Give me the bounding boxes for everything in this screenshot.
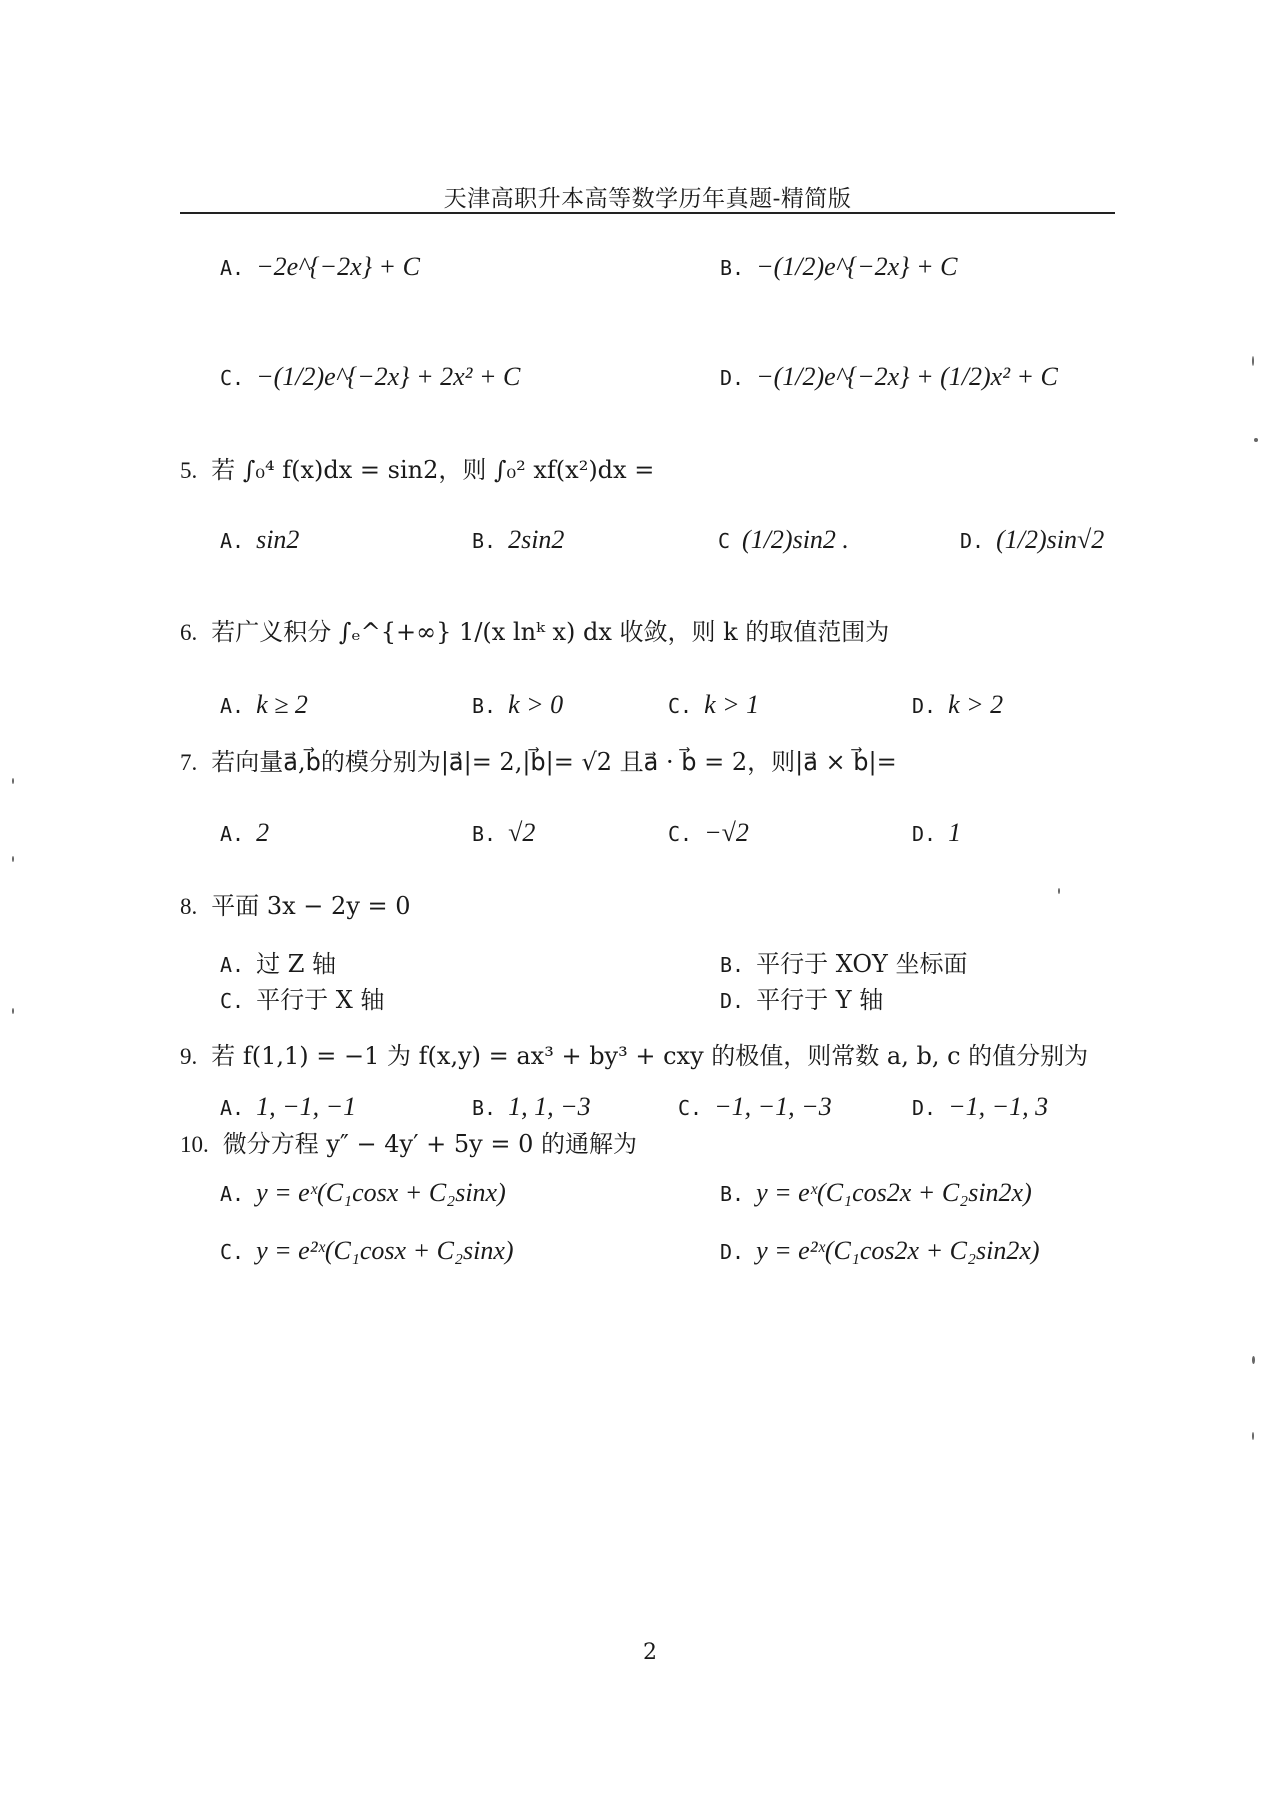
option-label: C.	[220, 366, 245, 390]
option-label: C.	[668, 694, 693, 718]
scan-speck	[1252, 1356, 1255, 1364]
question-9-stem	[180, 1036, 1088, 1071]
option-text: 2	[256, 818, 270, 847]
q7-option-c	[668, 818, 749, 848]
q5-option-b	[472, 525, 564, 555]
question-8-stem	[180, 886, 411, 921]
option-text: 平行于 XOY 坐标面	[756, 950, 968, 978]
q10-option-d	[720, 1236, 1040, 1266]
question-number: 9.	[180, 1044, 198, 1069]
option-text: 过 Z 轴	[256, 950, 337, 978]
header-rule	[180, 212, 1115, 214]
option-label: D.	[912, 822, 937, 846]
page-number: 2	[643, 1640, 657, 1665]
option-text: 1, −1, −1	[256, 1092, 357, 1121]
q7-option-a	[220, 818, 269, 848]
option-label: A.	[220, 694, 245, 718]
q5-option-d	[960, 525, 1104, 555]
option-label: A.	[220, 822, 245, 846]
prev-option-b	[720, 252, 957, 282]
option-label: B.	[720, 1182, 745, 1206]
q7-option-b	[472, 818, 535, 848]
q10-option-b	[720, 1178, 1032, 1208]
option-text: 平行于 X 轴	[256, 986, 385, 1014]
option-label: A.	[220, 953, 245, 977]
option-text: 1	[948, 818, 962, 847]
question-number: 7.	[180, 750, 198, 775]
option-text: y = e²ˣ(C₁cosx + C₂sinx)	[256, 1236, 514, 1265]
q8-option-c	[220, 980, 384, 1015]
prev-option-d	[720, 362, 1058, 392]
option-text: y = e²ˣ(C₁cos2x + C₂sin2x)	[756, 1236, 1040, 1265]
option-text: k > 2	[948, 690, 1004, 719]
question-number: 6.	[180, 620, 198, 645]
question-text: 若向量a⃗,b⃗的模分别为|a⃗|= 2,|b⃗|= √2 且a⃗ · b⃗ = 2，则|a⃗ × b⃗|=	[211, 748, 897, 776]
question-number: 10.	[180, 1132, 209, 1157]
scan-speck	[1252, 356, 1254, 366]
scan-speck	[12, 856, 14, 862]
option-text: 平行于 Y 轴	[756, 986, 884, 1014]
option-text: −(1/2)e^{−2x} + (1/2)x² + C	[756, 362, 1058, 391]
scan-speck	[1254, 438, 1258, 442]
option-label: D.	[720, 366, 745, 390]
option-text: k > 0	[508, 690, 564, 719]
q6-option-d	[912, 690, 1003, 720]
option-text: −1, −1, 3	[948, 1092, 1049, 1121]
option-text: −2e^{−2x} + C	[256, 252, 420, 281]
option-text: (1/2)sin2 .	[742, 525, 849, 554]
option-label: C.	[220, 1240, 245, 1264]
q6-option-b	[472, 690, 563, 720]
question-text: 微分方程 y″ − 4y′ + 5y = 0 的通解为	[222, 1130, 638, 1158]
question-5-stem	[180, 450, 654, 485]
option-label: B.	[472, 1096, 497, 1120]
scan-speck	[1252, 1432, 1254, 1440]
q9-option-c	[678, 1092, 832, 1122]
q6-option-a	[220, 690, 308, 720]
option-text: −1, −1, −3	[714, 1092, 832, 1121]
option-label: B.	[472, 529, 497, 553]
option-text: k ≥ 2	[256, 690, 308, 719]
q9-option-a	[220, 1092, 356, 1122]
question-number: 8.	[180, 894, 198, 919]
question-6-stem	[180, 612, 889, 647]
scan-speck	[12, 778, 14, 784]
question-text: 若 f(1,1) = −1 为 f(x,y) = ax³ + by³ + cxy 的极值，则常数 a, b, c 的值分别为	[211, 1042, 1089, 1070]
q5-option-c	[718, 525, 849, 555]
q7-option-d	[912, 818, 961, 848]
scan-speck	[12, 1008, 14, 1014]
q10-option-c	[220, 1236, 514, 1266]
prev-option-c	[220, 362, 520, 392]
option-text: sin2	[256, 525, 300, 554]
option-label: D.	[960, 529, 985, 553]
question-10-stem	[180, 1124, 637, 1159]
question-text: 若 ∫₀⁴ f(x)dx = sin2，则 ∫₀² xf(x²)dx =	[211, 456, 655, 484]
option-label: A.	[220, 256, 245, 280]
option-label: D.	[912, 694, 937, 718]
option-text: (1/2)sin√2	[996, 525, 1105, 554]
q8-option-b	[720, 944, 968, 979]
q5-option-a	[220, 525, 299, 555]
question-text: 平面 3x − 2y = 0	[211, 892, 411, 920]
page-header-title: 天津高职升本高等数学历年真题-精简版	[443, 186, 852, 212]
q9-option-d	[912, 1092, 1048, 1122]
prev-option-a	[220, 252, 420, 282]
q9-option-b	[472, 1092, 591, 1122]
option-label: B.	[472, 694, 497, 718]
option-label: D.	[720, 1240, 745, 1264]
option-text: y = eˣ(C₁cos2x + C₂sin2x)	[756, 1178, 1032, 1207]
option-label: B.	[720, 256, 745, 280]
q8-option-d	[720, 980, 883, 1015]
question-text: 若广义积分 ∫ₑ^{+∞} 1/(x lnᵏ x) dx 收敛，则 k 的取值范围为	[211, 618, 890, 646]
option-text: −(1/2)e^{−2x} + C	[756, 252, 958, 281]
option-text: −(1/2)e^{−2x} + 2x² + C	[256, 362, 521, 391]
option-label: D.	[720, 989, 745, 1013]
option-label: B.	[720, 953, 745, 977]
question-7-stem	[180, 742, 897, 777]
option-label: A.	[220, 1096, 245, 1120]
q8-option-a	[220, 944, 336, 979]
option-label: B.	[472, 822, 497, 846]
q10-option-a	[220, 1178, 506, 1208]
option-label: D.	[912, 1096, 937, 1120]
question-number: 5.	[180, 458, 198, 483]
option-label: A.	[220, 1182, 245, 1206]
q6-option-c	[668, 690, 759, 720]
option-text: y = eˣ(C₁cosx + C₂sinx)	[256, 1178, 506, 1207]
option-label: C	[718, 529, 731, 553]
scan-speck	[1058, 888, 1060, 894]
option-text: −√2	[704, 818, 749, 847]
option-text: 1, 1, −3	[508, 1092, 591, 1121]
option-text: 2sin2	[508, 525, 565, 554]
option-label: A.	[220, 529, 245, 553]
option-label: C.	[668, 822, 693, 846]
option-label: C.	[220, 989, 245, 1013]
option-text: k > 1	[704, 690, 760, 719]
option-label: C.	[678, 1096, 703, 1120]
option-text: √2	[508, 818, 536, 847]
